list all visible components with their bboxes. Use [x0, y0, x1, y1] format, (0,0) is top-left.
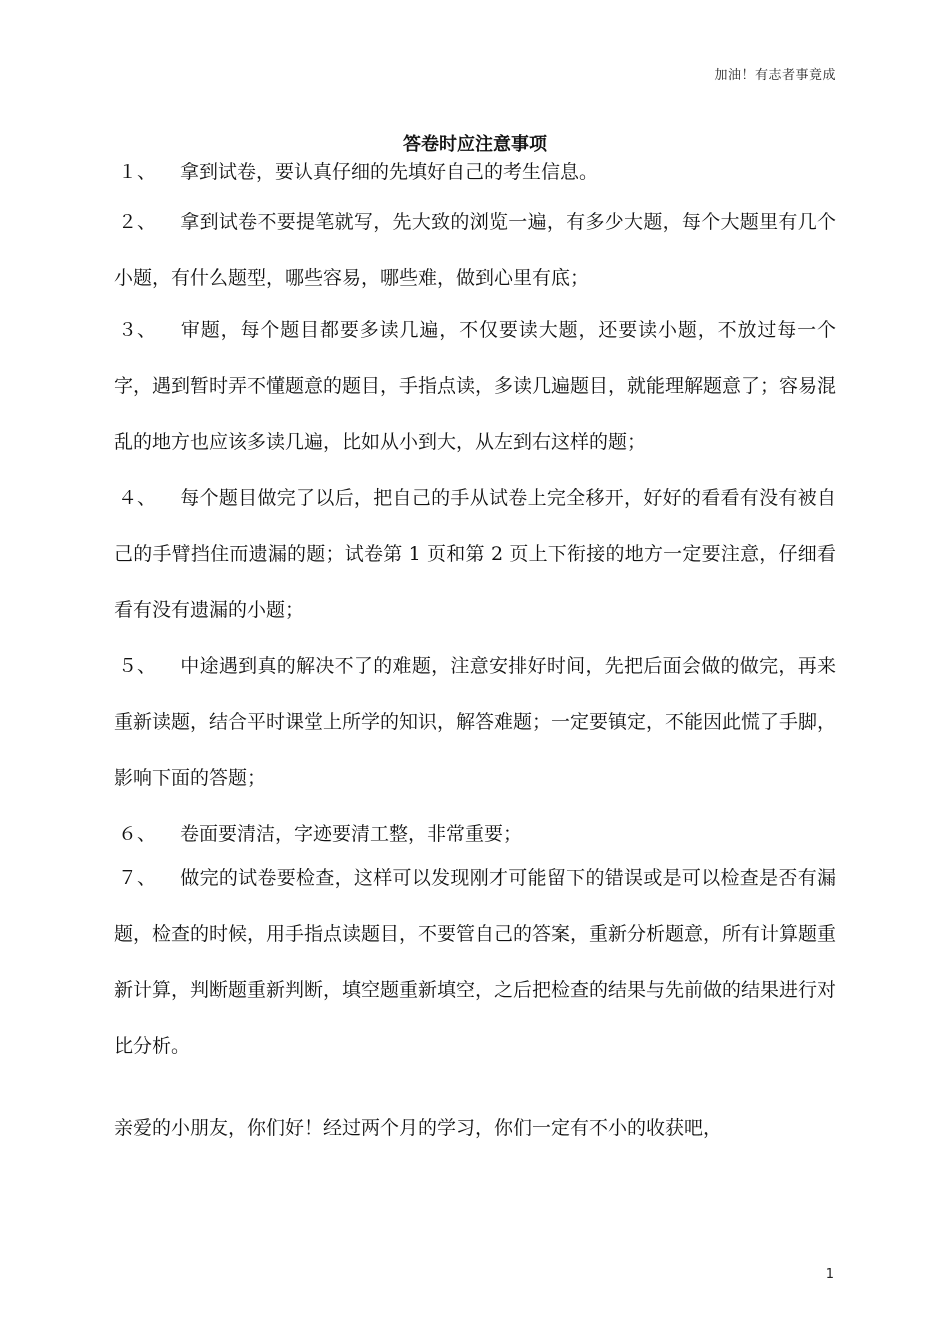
item-number: １、 — [118, 161, 157, 183]
item-text: 拿到试卷不要提笔就写，先大致的浏览一遍，有多少大题，每个大题里有几个小题，有什么题型，哪些容易，哪些难，做到心里有底； — [114, 211, 836, 289]
item-text: 做完的试卷要检查，这样可以发现刚才可能留下的错误或是可以检查是否有漏题，检查的时候，用手指点读题目，不要管自己的答案，重新分析题意，所有计算题重新计算，判断题重新判断，填空题重新填空，之后把检查的结果与先前做的结果进行对比分析。 — [114, 867, 837, 1057]
item-number: ２、 — [118, 211, 157, 233]
item-text: 审题，每个题目都要多读几遍，不仅要读大题，还要读小题，不放过每一个字，遇到暂时弄不懂题意的题目，手指点读，多读几遍题目，就能理解题意了；容易混乱的地方也应该多读几遍，比如从小到大，从左到右这样的题； — [114, 319, 837, 453]
header-motto: 加油！有志者事竟成 — [714, 68, 836, 83]
item-text: 卷面要清洁，字迹要清工整，非常重要； — [180, 823, 523, 845]
document-body — [114, 150, 836, 1156]
item-text: 中途遇到真的解决不了的难题，注意安排好时间，先把后面会做的做完，再来重新读题，结合平时课堂上所学的知识，解答难题；一定要镇定，不能因此慌了手脚，影响下面的答题； — [114, 655, 837, 789]
list-item — [114, 470, 836, 638]
closing-paragraph: 亲爱的小朋友，你们好！经过两个月的学习，你们一定有不小的收获吧， — [114, 1117, 723, 1139]
list-item — [114, 302, 836, 470]
document-title: 答卷时应注意事项 — [403, 134, 547, 155]
page-number: 1 — [825, 1267, 834, 1282]
item-number: ６、 — [118, 823, 157, 845]
list-item — [114, 194, 836, 306]
list-item — [114, 850, 836, 1074]
item-number: ５、 — [118, 655, 157, 677]
list-item — [114, 150, 836, 194]
item-number: ７、 — [118, 867, 157, 889]
item-number: ３、 — [118, 319, 157, 341]
item-text: 每个题目做完了以后，把自己的手从试卷上完全移开，好好的看看有没有被自己的手臂挡住而遗漏的题；试卷第 1 页和第 2 页上下衔接的地方一定要注意，仔细看看有没有遗漏的小题； — [114, 487, 836, 621]
item-text: 拿到试卷，要认真仔细的先填好自己的考生信息。 — [180, 161, 599, 183]
list-item — [114, 638, 836, 806]
item-number: ４、 — [118, 487, 157, 509]
